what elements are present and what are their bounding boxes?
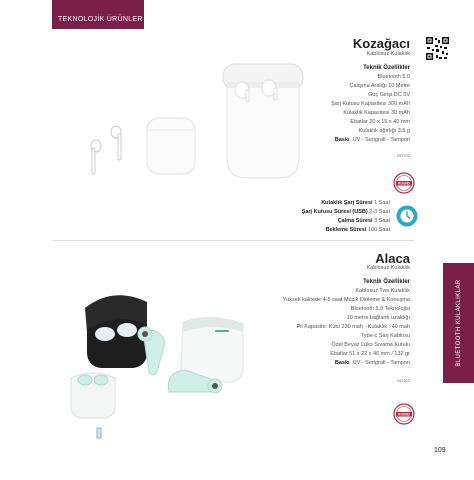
page-number: 109 (434, 447, 446, 454)
spec-line: 10 metre bağlantı uzaklığı (346, 315, 410, 321)
spec-line: Bluetooth 5.0 Teknolojisi (350, 306, 410, 312)
battery-value: 1 Saat (374, 200, 390, 206)
battery-value: 100 Saat (367, 227, 390, 233)
battery-row (302, 217, 390, 226)
print-line (283, 359, 410, 368)
spec-line: Güç Girişi DC 5V (368, 92, 410, 98)
battery-value: 2-3 Saat (369, 209, 390, 215)
spec-line: Çalışma Aralığı 10 Metre (349, 83, 410, 89)
battery-value: 3 Saat (374, 218, 390, 224)
battery-row (302, 208, 390, 217)
spec-line: Kablosuz Tws Kulaklık (355, 288, 410, 294)
battery-label: Şarj Kutusu Süresi (USB) (301, 209, 368, 215)
spec-line: Kulaklık Kapasitesi 30 mAh (343, 110, 410, 116)
product2-image (65, 282, 250, 442)
product1-battery-info (302, 199, 390, 235)
clock-icon (396, 205, 418, 227)
product1-image (85, 60, 310, 185)
product2-specs-heading: Teknik Özellikler (363, 279, 410, 285)
spec-line: Kulaklık ağırlığı 3.5 g (358, 128, 410, 134)
product2-subtitle: Kablosuz Kulaklık (366, 265, 410, 271)
spec-line: Ebatlar 20 x 15 x 40 mm (350, 119, 410, 125)
product1-subtitle: Kablosuz Kulaklık (366, 51, 410, 57)
spec-line: Şarj Kutusu Kapasitesi 300 mAh (331, 101, 410, 107)
badge-text: ROUND (398, 181, 410, 186)
product1-specs (331, 73, 410, 145)
round-badge-icon-2 (393, 403, 415, 425)
badge-text: ROUND (398, 412, 410, 417)
product1-title: Kozağacı (352, 36, 410, 51)
print-value: UV - Serigrafi - Tampon (352, 137, 410, 143)
battery-row (302, 199, 390, 208)
side-tab-label: BLUETOOTH KULAKLIKLAR (455, 279, 462, 367)
product1-specs-heading: Teknik Özellikler (363, 65, 410, 71)
product2-title: Alaca (375, 251, 410, 266)
product1-code: 257702 (396, 153, 410, 158)
print-label: Baskı (334, 360, 350, 366)
round-badge-icon (393, 172, 415, 194)
spec-line: Özel Beyaz Lüks Sıvama Kutulu (331, 342, 410, 348)
spec-line: Bluetooth 5.0 (377, 74, 410, 80)
product2-code: 247102 (396, 378, 410, 383)
category-tab: TEKNOLOJİK ÜRÜNLER (52, 0, 144, 29)
battery-label: Bekleme Süresi (325, 227, 367, 233)
spec-line: Ebatlar 51 x 22 x 46 mm / 132 gr (330, 351, 410, 357)
product2-specs (283, 287, 410, 368)
side-category-tab (443, 263, 474, 383)
battery-label: Kulaklık Şarj Süresi (321, 200, 373, 206)
spec-line: Type-c Şarj Kablosu (360, 333, 410, 339)
spec-line: Yüksek kalitede 4-5 saat Müzik Dinleme & Konuşma (282, 297, 410, 303)
section-divider (52, 240, 414, 241)
print-label: Baskı (334, 137, 350, 143)
qr-code-icon[interactable] (425, 36, 450, 61)
battery-row (302, 226, 390, 235)
print-value: UV - Serigrafi - Tampon (352, 360, 410, 366)
print-line (331, 136, 410, 145)
spec-line: Pil Kapasite: Kutu 230 mah - Kulaklık : 40 mah (296, 324, 410, 330)
battery-label: Çalma Süresi (337, 218, 373, 224)
